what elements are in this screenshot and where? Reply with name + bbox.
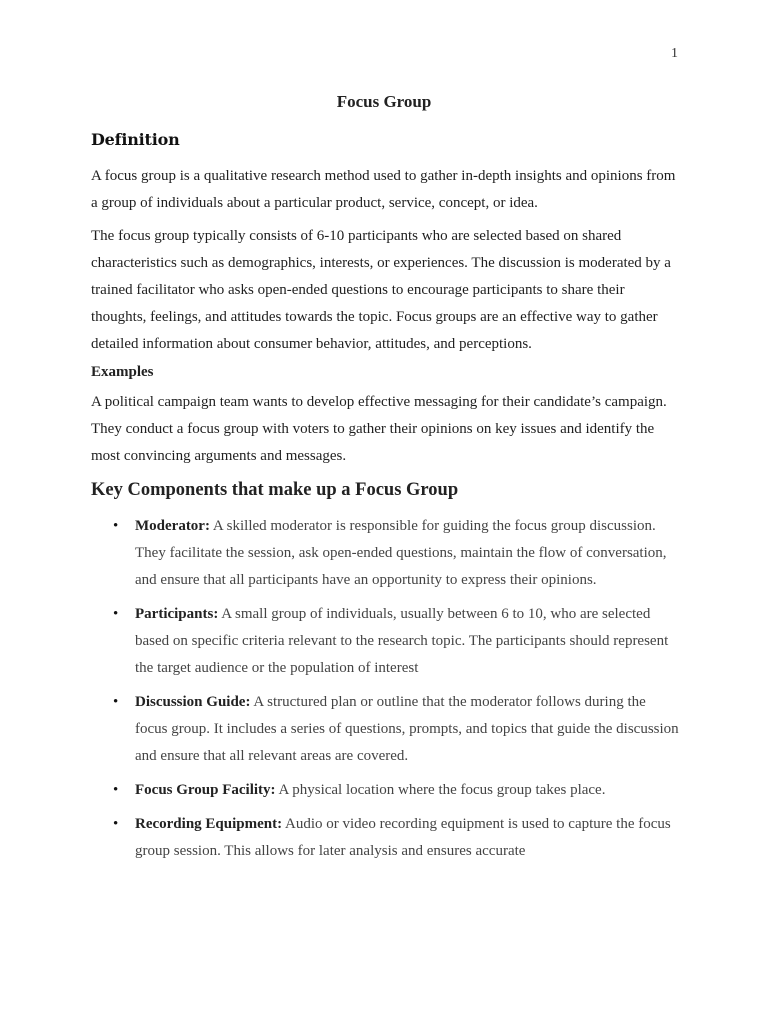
- bullet-icon: •: [113, 606, 119, 622]
- list-item-term: Focus Group Facility:: [135, 782, 276, 798]
- list-item-text: A physical location where the focus group takes place.: [275, 782, 606, 798]
- list-item-focus-group-facility: [91, 777, 681, 804]
- list-item-term: Discussion Guide:: [135, 694, 251, 710]
- key-components-heading: Key Components that make up a Focus Group: [91, 480, 459, 500]
- list-item-discussion-guide: [91, 689, 681, 770]
- list-item-term: Recording Equipment:: [135, 816, 283, 832]
- list-item-text: A skilled moderator is responsible for guiding the focus group discussion. They facilitate the session, ask open-ended questions, maintain the flow of conversation, and ensure that all participants have an opportunity to express their opinions.: [135, 518, 667, 588]
- examples-paragraph: A political campaign team wants to develop effective messaging for their candidate’s campaign. They conduct a focus group with voters to gather their opinions on key issues and identify the most convincing arguments and messages.: [91, 394, 667, 464]
- list-item-term: Moderator:: [135, 518, 210, 534]
- key-components-list: [91, 513, 681, 865]
- list-item-participants: [91, 601, 681, 682]
- document-title: Focus Group: [336, 92, 432, 111]
- page-number: 1: [671, 46, 678, 61]
- bullet-icon: •: [113, 816, 119, 832]
- bullet-icon: •: [113, 518, 119, 534]
- list-item-text: A small group of individuals, usually between 6 to 10, who are selected based on specific criteria relevant to the research topic. The participants should represent the target audience or the population of interest: [135, 606, 669, 676]
- definition-paragraph-1: A focus group is a qualitative research method used to gather in-depth insights and opinions from a group of individuals about a particular product, service, concept, or idea.: [91, 168, 676, 211]
- bullet-icon: •: [113, 782, 119, 798]
- list-item-text: A structured plan or outline that the moderator follows during the focus group. It includes a series of questions, prompts, and topics that guide the discussion and ensure that all relevant areas are covered.: [135, 694, 679, 764]
- list-item-moderator: [91, 513, 681, 594]
- list-item-text: Audio or video recording equipment is used to capture the focus group session. This allows for later analysis and ensures accurate: [135, 816, 671, 859]
- examples-heading: Examples: [91, 364, 154, 380]
- list-item-term: Participants:: [135, 606, 219, 622]
- definition-paragraph-2: The focus group typically consists of 6-10 participants who are selected based on shared characteristics such as demographics, interests, or experiences. The discussion is moderated by a trained facilitator who asks open-ended questions to encourage participants to share their thoughts, feelings, and attitudes towards the topic. Focus groups are an effective way to gather detailed information about consumer behavior, attitudes, and perceptions.: [91, 228, 671, 352]
- definition-heading: Definition: [91, 130, 180, 149]
- bullet-icon: •: [113, 694, 119, 710]
- list-item-recording-equipment: [91, 811, 681, 865]
- document-body: [91, 130, 681, 872]
